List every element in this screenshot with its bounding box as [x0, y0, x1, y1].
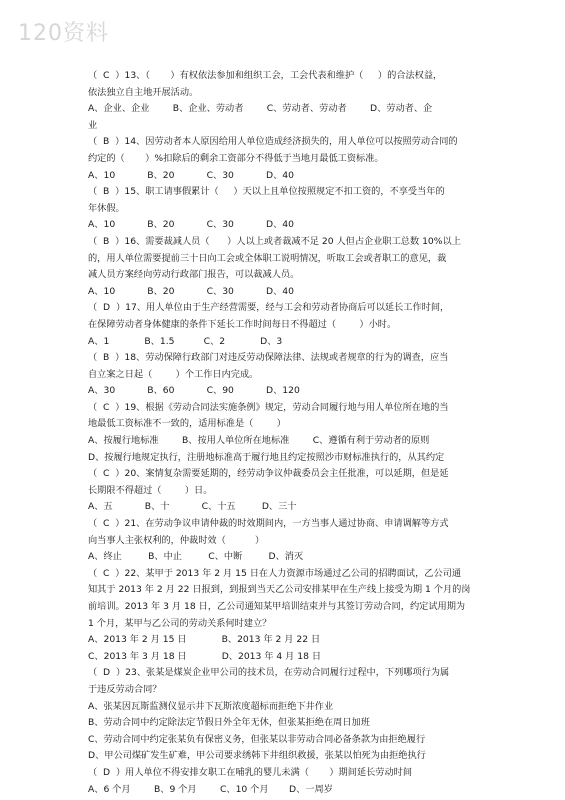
text-line: （ D ）17、用人单位由于生产经营需要，经与工会和劳动者协商后可以延长工作时间， — [88, 302, 450, 314]
text-line: A、按履行地标准 B、按用人单位所在地标准 C、遵循有利于劳动者的原则 — [88, 435, 430, 447]
text-line: 于违反劳动合同？ — [88, 683, 162, 695]
text-line: 依法独立自主地开展活动。 — [88, 86, 199, 98]
text-line: C、2013 年 3 月 18 日 D、2013 年 4 月 18 日 — [88, 650, 322, 662]
text-line: A、五 B、十 C、十五 D、三十 — [88, 501, 297, 513]
text-line: （ C ）13、（ ）有权依法参加和组织工会，工会代表和维护（ ）的合法权益， — [88, 70, 443, 81]
text-line: 业 — [88, 119, 98, 131]
text-line: （ B ）14、因劳动者本人原因给用人单位造成经济损失的，用人单位可以按照劳动合同的 — [88, 136, 458, 148]
text-line: C、劳动合同中约定张某负有保密义务，但张某以非劳动合同必备条款为由拒绝履行 — [88, 733, 426, 745]
text-line: 年休假。 — [88, 202, 125, 214]
text-line: 1 个月，某甲与乙公司的劳动关系何时建立？ — [88, 617, 272, 629]
text-line: （ C ）21、在劳动争议申请仲裁的时效期间内，一方当事人通过协商、申请调解等方式 — [88, 518, 449, 530]
text-line: A、6 个月 B、9 个月 C、10 个月 D、一周岁 — [88, 783, 333, 795]
text-line: A、1 B、1.5 C、2 D、3 — [88, 335, 283, 347]
text-line: （ C ）19、根据《劳动合同法实施条例》规定，劳动合同履行地与用人单位所在地的当 — [88, 401, 449, 413]
text-line: 减人员方案经向劳动行政部门报告，可以裁减人员。 — [88, 269, 300, 281]
text-line: A、10 B、20 C、30 D、40 — [88, 285, 294, 297]
text-line: （ B ）15、职工请事假累计（ ）天以上且单位按照规定不扣工资的，不享受当年的 — [88, 186, 445, 198]
text-line: A、终止 B、中止 C、中断 D、消灭 — [88, 551, 304, 563]
text-line: 的，用人单位需要提前三十日向工会或全体职工说明情况，听取工会或者职工的意见，裁 — [88, 252, 447, 264]
text-line: A、30 B、60 C、90 D、120 — [88, 385, 300, 397]
text-line: 约定的（ ）%扣除后的剩余工资部分不得低于当地月最低工资标准。 — [88, 152, 384, 164]
text-line: A、10 B、20 C、30 D、40 — [88, 169, 294, 181]
text-line: A、企业、企业 B、企业、劳动者 C、劳动者、劳动者 D、劳动者、企 — [88, 103, 433, 115]
text-line: A、10 B、20 C、30 D、40 — [88, 219, 294, 231]
text-line: 向当事人主张权利的，仲裁时效（ ） — [88, 534, 265, 546]
text-line: 在保障劳动者身体健康的条件下延长工作时间每日不得超过（ ）小时。 — [88, 318, 397, 330]
text-line: A、2013 年 2 月 15 日 B、2013 年 2 月 22 日 — [88, 634, 321, 646]
text-line: （ C ）22、某甲于 2013 年 2 月 15 日在人力资源市场通过乙公司的招聘面试，乙公司通 — [88, 567, 462, 579]
text-line: 自立案之日起（ ）个工作日内完成。 — [88, 368, 259, 380]
text-line: A、张某因瓦斯监测仪显示井下瓦斯浓度超标而拒绝下井作业 — [88, 700, 334, 712]
text-line: （ B ）18、劳动保障行政部门对违反劳动保障法律、法规或者规章的行为的调查，应当 — [88, 352, 449, 364]
text-line: （ D ）用人单位不得安排女职工在哺乳的婴儿未满（ ）期间延长劳动时间 — [88, 766, 413, 778]
text-line: 知其于 2013 年 2 月 22 日报到，到报到当天乙公司安排某甲在生产线上接受为期 1 个月的岗 — [88, 584, 471, 596]
text-line: （ B ）16、需要裁减人员（ ）人以上或者裁减不足 20 人但占企业职工总数 10%以上 — [88, 235, 461, 247]
watermark-logo: 120资料 — [18, 21, 109, 46]
text-line: 地最低工资标准不一致的，适用标准是（ ） — [88, 418, 286, 430]
text-line: B、劳动合同中约定除法定节假日外全年无休，但张某拒绝在周日加班 — [88, 717, 370, 729]
document-body — [88, 68, 490, 798]
text-line: 长期限不得超过（ ）日。 — [88, 484, 213, 496]
text-line: （ D ）23、张某是煤炭企业甲公司的技术员，在劳动合同履行过程中，下列哪项行为属 — [88, 667, 450, 679]
text-line: D、按履行地规定执行，注册地标准高于履行地且约定按照沙市财标准执行的，从其约定 — [88, 451, 445, 463]
text-line: D、甲公司煤矿发生矿难，甲公司要求绣韩下井组织救援，张某以怕死为由拒绝执行 — [88, 750, 426, 762]
text-line: （ C ）20、案情复杂需要延期的，经劳动争议仲裁委员会主任批准，可以延期，但是延 — [88, 468, 449, 480]
text-line: 前培训。2013 年 3 月 18 日，乙公司通知某甲培训结束并与其签订劳动合同，约定试用期为 — [88, 601, 466, 612]
